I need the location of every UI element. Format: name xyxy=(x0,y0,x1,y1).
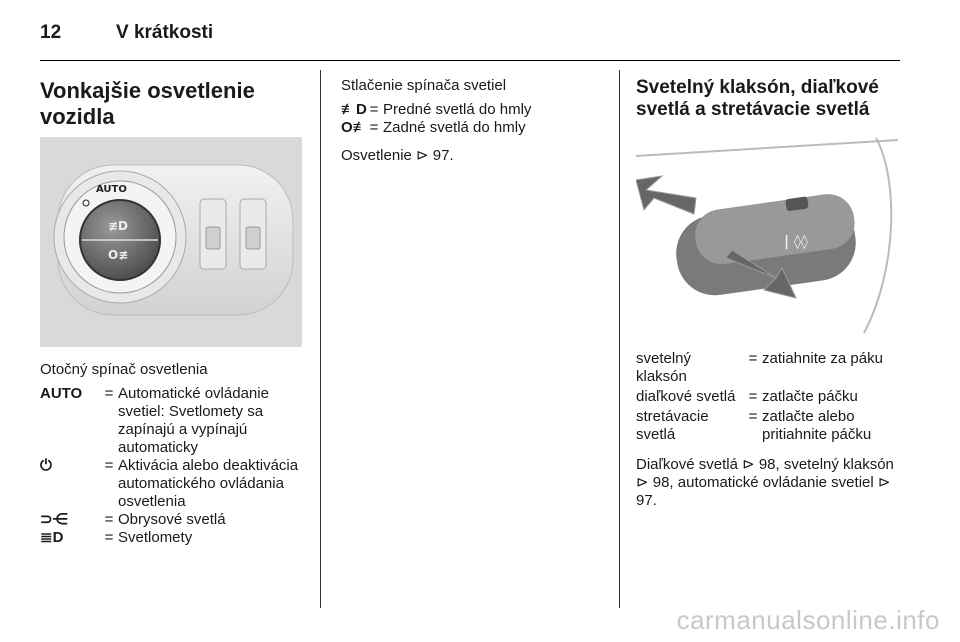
list-item xyxy=(341,101,606,119)
equals-sign: = xyxy=(104,529,114,546)
list-item-key: stretávacie svetlá xyxy=(636,408,709,443)
equals-sign: = xyxy=(369,101,379,118)
light-switch-figure xyxy=(40,137,302,347)
column-switch-press xyxy=(341,77,606,165)
list-item-value: Automatické ovládanie svetiel: Svetlomety sa zapínajú a vypínajú automaticky xyxy=(118,385,269,456)
list-item-key: svetelný klaksón xyxy=(636,350,692,385)
list-item-value: Predné svetlá do hmly xyxy=(383,101,532,118)
list-item-key: diaľkové svetlá xyxy=(636,388,736,405)
list-item xyxy=(341,119,606,137)
list-item-value: zatlačte páčku xyxy=(762,388,858,405)
list-item-value: Aktivácia alebo deaktivácia automatického ovládania osvetlenia xyxy=(118,457,299,510)
cross-reference-headlights[interactable]: Diaľkové svetlá ⊳ 98, svetelný klaksón ⊳ 98, automatické ovládanie svetiel ⊳ 97. xyxy=(636,456,894,509)
list-item-value: zatlačte alebo pritiahnite páčku xyxy=(762,408,872,443)
column-divider-2 xyxy=(619,70,620,608)
equals-sign: = xyxy=(369,119,379,136)
chapter-title: V krátkosti xyxy=(116,22,214,43)
list-item-value: Svetlomety xyxy=(118,529,193,546)
svg-text:| ◊◊: | ◊◊ xyxy=(784,234,808,250)
list-item xyxy=(40,511,310,529)
column-exterior-lighting xyxy=(40,78,310,130)
list-item-key: ⏻ xyxy=(40,457,52,474)
svg-text:O≢: O≢ xyxy=(108,248,129,262)
list-item xyxy=(40,457,310,511)
section-heading-exterior-lighting: Vonkajšie osvetlenie vozidla xyxy=(40,78,255,129)
stalk-description xyxy=(636,350,900,510)
list-item-value: Zadné svetlá do hmly xyxy=(383,119,526,136)
cross-reference-lighting[interactable]: Osvetlenie ⊳ 97. xyxy=(341,147,454,164)
header-rule xyxy=(40,60,900,61)
section-heading-headlight-flash: Svetelný klaksón, diaľkové svetlá a stretávacie svetlá xyxy=(636,77,879,120)
intro-switch-press: Stlačenie spínača svetiel xyxy=(341,77,507,94)
watermark: carmanualsonline.info xyxy=(676,605,940,635)
caption-light-switch: Otočný spínač osvetlenia xyxy=(40,361,208,378)
list-item-key: ⊃⋲ xyxy=(40,511,68,528)
equals-sign: = xyxy=(104,457,114,474)
equals-sign: = xyxy=(104,511,114,528)
list-item xyxy=(40,385,310,457)
auto-label: AUTO xyxy=(96,184,127,195)
equals-sign: = xyxy=(104,385,114,402)
list-item xyxy=(636,350,900,386)
equals-sign: = xyxy=(748,388,758,405)
equals-sign: = xyxy=(748,350,758,367)
column-headlight-flash xyxy=(636,77,901,121)
page-number: 12 xyxy=(40,22,62,43)
list-item-key: ≢D xyxy=(341,101,367,118)
list-item-key: O≢ xyxy=(341,119,368,136)
list-item-key: AUTO xyxy=(40,385,83,402)
list-item xyxy=(636,408,900,444)
equals-sign: = xyxy=(748,408,758,425)
list-item-value: Obrysové svetlá xyxy=(118,511,226,528)
stalk-figure xyxy=(636,128,900,338)
svg-text:≢D: ≢D xyxy=(108,219,129,233)
light-switch-description xyxy=(40,361,310,547)
list-item xyxy=(40,529,310,547)
list-item-key: ≣D xyxy=(40,529,64,546)
list-item-value: zatiahnite za páku xyxy=(762,350,883,367)
column-divider-1 xyxy=(320,70,321,608)
list-item xyxy=(636,388,900,406)
